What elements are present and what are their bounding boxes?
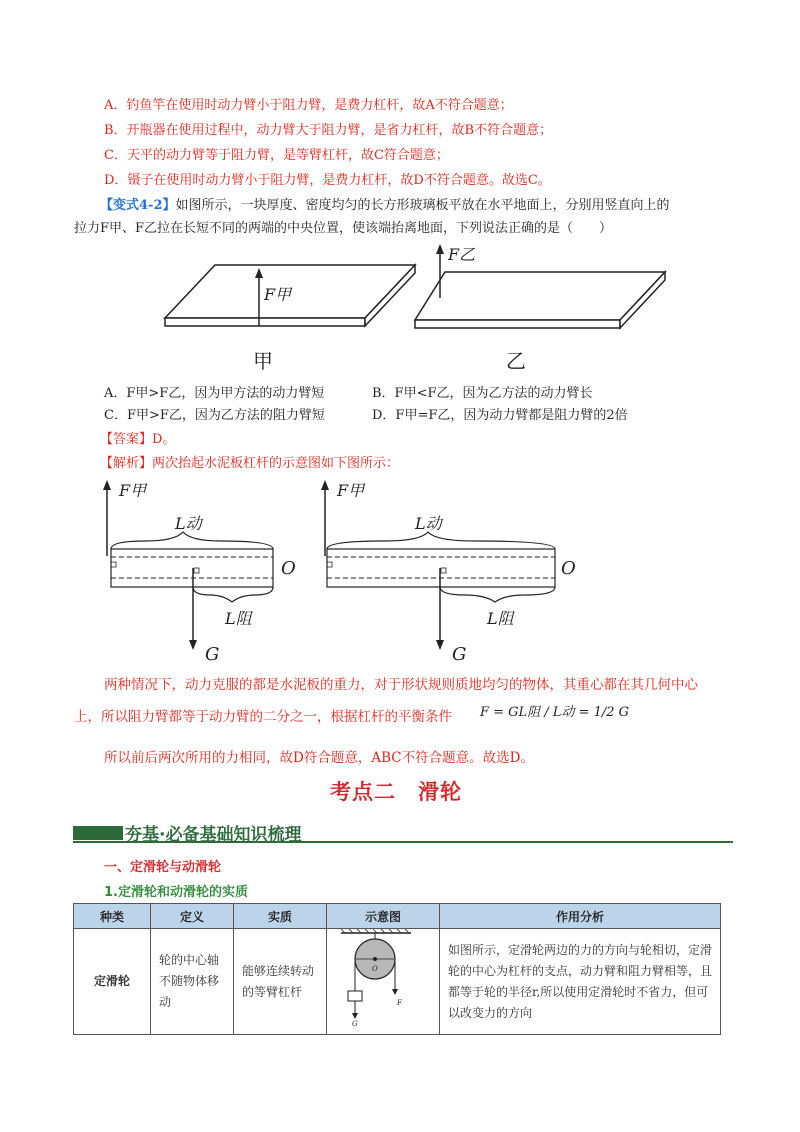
banner-bar [73, 826, 123, 840]
heading-pulley-essence: 1.定滑轮和动滑轮的实质 [104, 885, 248, 900]
explain-line2: 上，所以阻力臂都等于动力臂的二分之一，根据杠杆的平衡条件 [74, 709, 452, 725]
lever-formula: F = GL阻 / L动 = 1/2 G [480, 705, 630, 720]
cell-definition: 轮的中心轴不随物体移动 [151, 929, 234, 1035]
force-left-label: F甲 [264, 285, 292, 304]
lever-diagram-right [321, 480, 576, 665]
fixed-pulley-icon [327, 929, 437, 1027]
diagram-left-ldong: L动 [175, 514, 202, 533]
fig-label-left: 甲 [253, 349, 273, 373]
col-essence: 实质 [234, 904, 327, 929]
variant-stem-line1 [100, 197, 670, 215]
force-right-label: F乙 [448, 245, 476, 264]
analysis-option-b: B．开瓶器在使用过程中，动力臂大于阻力臂，是省力杠杆，故B不符合题意； [104, 123, 553, 138]
analysis-option-a: A．钓鱼竿在使用时动力臂小于阻力臂，是费力杠杆，故A不符合题意； [104, 98, 513, 113]
banner-text: 夯基·必备基础知识梳理 [125, 825, 302, 845]
cell-kind: 定滑轮 [74, 929, 151, 1035]
answer: 【答案】D。 [100, 432, 176, 447]
diagram-left-lzu: L阻 [225, 609, 252, 628]
variant-stem-text: 如图所示，一块厚度、密度均匀的长方形玻璃板平放在水平地面上，分别用竖直向上的 [175, 198, 670, 213]
lever-diagrams [95, 474, 605, 669]
section-banner [73, 822, 733, 844]
choice-b: B．F甲<F乙，因为乙方法的动力臂长 [372, 386, 593, 401]
col-analysis: 作用分析 [440, 904, 721, 929]
choice-c: C．F甲>F乙，因为乙方法的阻力臂短 [104, 408, 325, 423]
diagram-right-o: O [561, 558, 576, 579]
cell-essence: 能够连续转动的等臂杠杆 [234, 929, 327, 1035]
heading-fixed-movable-pulley: 一、定滑轮与动滑轮 [104, 860, 222, 875]
diagram-left-force: F甲 [119, 481, 147, 500]
pulley-table [73, 903, 721, 1035]
analysis-head: 【解析】两次抬起水泥板杠杆的示意图如下图所示： [100, 456, 400, 471]
choice-a: A．F甲>F乙，因为甲方法的动力臂短 [104, 386, 325, 401]
table-row [74, 929, 721, 1035]
section-title: 考点二 滑轮 [330, 780, 462, 804]
explain-line3: 所以前后两次所用的力相同，故D符合题意，ABC不符合题意。故选D。 [104, 750, 534, 766]
variant-stem-line2: 拉力F甲、F乙拉在长短不同的两端的中央位置，使该端抬离地面，下列说法正确的是（ ） [74, 221, 613, 236]
explain-line1: 两种情况下，动力克服的都是水泥板的重力，对于形状规则质地均匀的物体，其重心都在其几何中心 [104, 677, 698, 693]
col-definition: 定义 [151, 904, 234, 929]
cell-analysis: 如图所示，定滑轮两边的力的方向与轮相切，定滑轮的中心为杠杆的支点，动力臂和阻力臂相等，且都等于轮的半径r,所以使用定滑轮时不省力，但可以改变力的方向 [440, 929, 721, 1035]
col-kind: 种类 [74, 904, 151, 929]
glass-plate-figure [150, 240, 670, 380]
col-diagram: 示意图 [327, 904, 440, 929]
diagram-right-g: G [452, 644, 467, 665]
diagram-right-ldong: L动 [415, 514, 442, 533]
diagram-right-lzu: L阻 [487, 609, 514, 628]
lever-diagram-left [103, 480, 296, 665]
analysis-option-d: D．镊子在使用时动力臂小于阻力臂，是费力杠杆，故D不符合题意。故选C。 [104, 173, 551, 188]
cell-diagram [327, 929, 440, 1035]
table-header-row [74, 904, 721, 929]
diagram-right-force: F甲 [337, 481, 365, 500]
svg-text:O: O [372, 965, 378, 973]
variant-tag: 【变式4-2】 [100, 198, 176, 213]
fig-label-right: 乙 [506, 349, 526, 373]
svg-text:F: F [397, 999, 402, 1007]
svg-text:G: G [352, 1020, 358, 1027]
analysis-option-c: C．天平的动力臂等于阻力臂，是等臂杠杆，故C符合题意； [104, 148, 449, 163]
diagram-left-o: O [281, 558, 296, 579]
diagram-left-g: G [205, 644, 220, 665]
choice-d: D．F甲=F乙，因为动力臂都是阻力臂的2倍 [372, 408, 628, 423]
